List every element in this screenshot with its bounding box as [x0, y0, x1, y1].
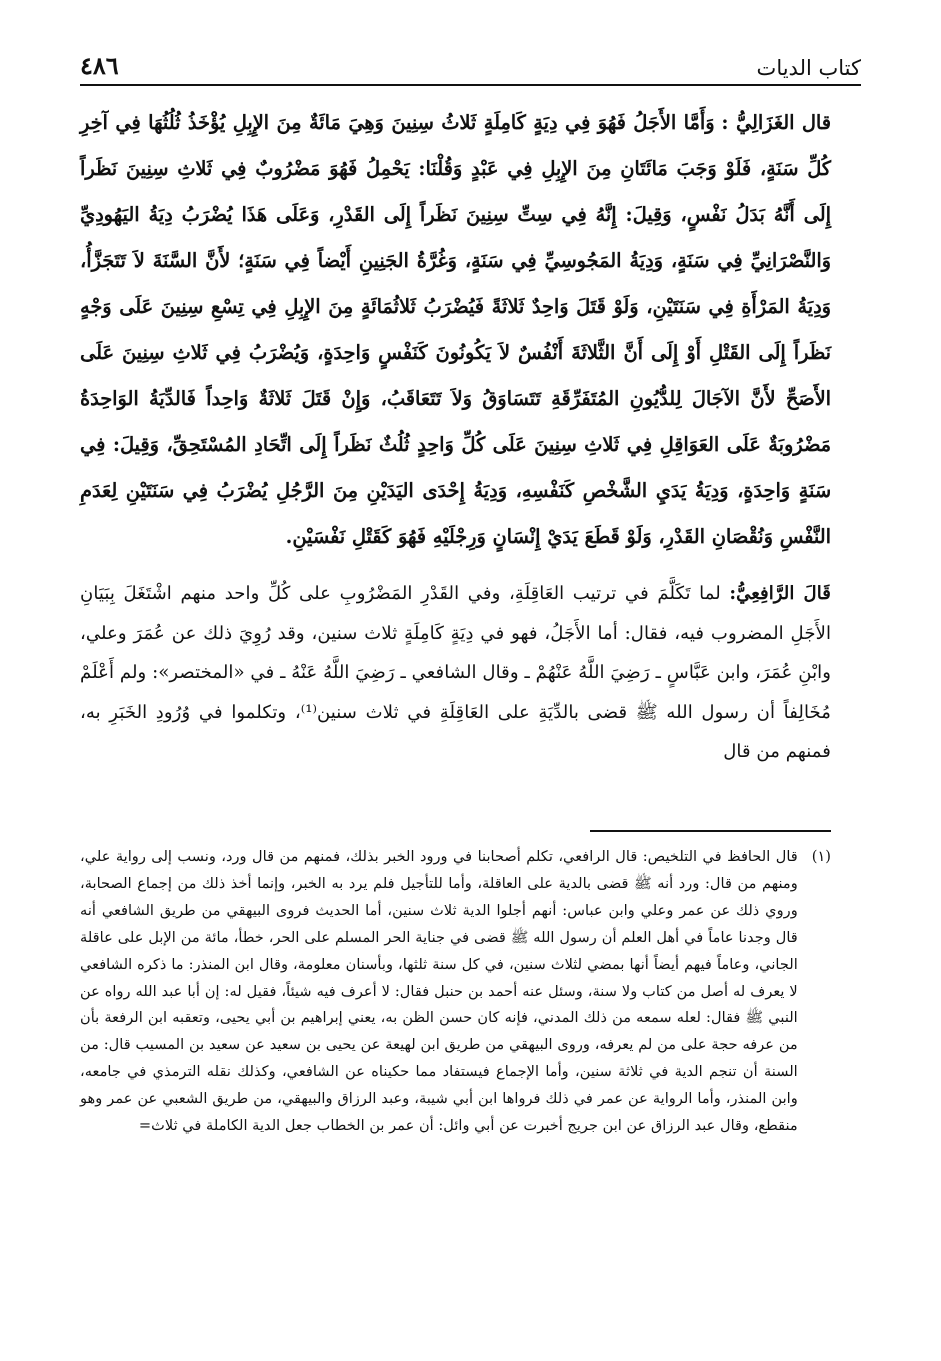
header-divider — [80, 84, 861, 86]
footnote-number: (١) — [811, 848, 831, 865]
page-number: ٤٨٦ — [80, 51, 119, 80]
footnote-divider — [590, 830, 831, 832]
footnote-text: قال الحافظ في التلخيص: قال الرافعي، تكلم أصحابنا في ورود الخبر بذلك، فمنهم من قال ورد، ونسب إلى رواية علي، ومنهم من قال: ورد أنه ﷺ قضى بالدية على العاقلة، وأما للتأجيل فلم يرد به الخبر، وإنما أخذ ذلك من إجماع الصحابة، وروي ذلك عن عمر وعلي وابن عباس: أنهم أجلوا الدية ثلاث سنين، أما الحديث فروى البيهقي من طريق الشافعي أنه قال وجدنا عاماً في أهل العلم أن رسول الله ﷺ قضى في جناية الحر المسلم على الحر، خطأ، مائة من الإبل على عاقلة الجاني، وعاماً فيهم أيضاً أنها بمضي لثلاث سنين، في كل سنة ثلثها، وبأسنان معلومة، وقال ابن المنذر: ما ذكره الشافعي لا يعرف له أصل من كتاب ولا سنة، وسئل عنه أحمد بن حنبل فقال: لا أعرف فيه شيئاً، فقيل له: إن أبا عبد الله رواه عن النبي ﷺ فقال: لعله سمعه من ذلك المدني، فإنه كان حسن الظن به، يعني إبراهيم بن أبي يحيى، وتعقبه ابن الرفعة بأن من عرفه حجة على من لم يعرفه، وروى البيهقي من طريق ابن لهيعة عن يحيى بن سعيد عن سعيد بن المسيب قال: من السنة أن تنجم الدية في ثلاثة سنين، وأما الإجماع فيستفاد مما حكيناه عن الشافعي، وكذلك نقله الترمذي في جامعه، وابن المنذر، وأما الرواية عن عمر في ذلك فرواها ابن أبي شيبة، وعبد الرزاق والبيهقي، من طريق الشعبي عن عمر وهو منقطع، وقال عبد الرزاق عن ابن جريج أخبرت عن أبي وائل: أن عمر بن الخطاب جعل الدية الكاملة في ثلاث= — [80, 848, 798, 1135]
rafii-text: لما تَكَلَّمَ في ترتيب العَاقِلَةِ، وفي القَدْرِ المَضْرُوبِ على كُلِّ واحد منهم اشْتَغَلَ بِبَيَانِ الأَجَلِ المضروب فيه، فقال: أما الأَجَلُ، فهو في دِيَةٍ كَامِلَةٍ ثلاث سنين، وقد رُوِيَ ذلك عن عُمَرَ وعلي، وابْنِ عُمَرَ، وابن عَبَّاسٍ ـ رَضِيَ اللَّهُ عَنْهُمْ ـ وقال الشافعي ـ رَضِيَ اللَّهُ عَنْهُ ـ في «المختصر»: ولم أَعْلَمْ مُخَالِفاً أن رسول الله ﷺ قضى بالدِّيَةِ على العَاقِلَةِ في ثلاث سنين⁽¹⁾، وتكلموا في وُرُودِ الخَبَرِ به، فمنهم من قال — [80, 583, 831, 762]
footnote-item — [80, 844, 831, 1140]
ghazali-speaker: قال الغَزَالِيُّ : — [721, 111, 831, 134]
ghazali-paragraph — [80, 100, 831, 560]
page-header — [80, 40, 861, 80]
rafii-speaker: قَالَ الرَّافِعِيُّ: — [729, 583, 831, 604]
rafii-paragraph — [80, 574, 831, 772]
ghazali-text: وَأَمَّا الأَجَلُ فَهُوَ فِي دِيَةٍ كَامِلَةٍ ثَلاثُ سِنِينَ وَهِيَ مَائَةٌ مِنَ الإِبِلِ يُؤْخَذُ ثُلُثُهَا فِي آخِرِ كُلِّ سَنَةٍ، فَلَوْ وَجَبَ مَائَتَانِ مِنَ الإِبِلِ فِي عَبْدٍ وَقُلْنَا: يَحْمِلُ فَهُوَ مَضْرُوبٌ فِي ثَلاثِ سِنِينَ نَظَراً إِلَى أَنَّهُ بَدَلُ نَفْسٍ، وَقِيلَ: إِنَّهُ فِي سِتِّ سِنِينَ نَظَراً إِلَى القَدْرِ، وَعَلَى هَذَا يُضْرَبُ دِيَةُ اليَهُودِيِّ وَالنَّصْرَانِيِّ فِي سَنَةٍ، وَدِيَةُ المَجُوسِيِّ فِي سَنَةٍ، وَغُرَّةُ الجَنِينِ أَيْضاً فِي سَنَةٍ؛ لأَنَّ السَّنَةَ لاَ تَتَجَزَّأُ، وَدِيَةُ المَرْأَةِ فِي سَنَتَيْنِ، وَلَوْ قَتَلَ وَاحِدٌ ثَلاثَةً فَيُضْرَبُ ثَلاثُمَائَةٍ مِنَ الإِبِلِ فِي تِسْعِ سِنِينَ عَلَى وَجْهٍ نَظَراً إِلَى القَتْلِ أَوْ إِلَى أَنَّ الثَّلاثَةَ أَنْفُسٌ لاَ يَكُونُونَ كَنَفْسٍ وَاحِدَةٍ، وَيُضْرَبُ فِي ثَلاثِ سِنِينَ عَلَى الأَصَحِّ لأَنَّ الآجَالَ لِلدُّيُونِ المُتَفَرِّقَةِ تَتَسَاوَقُ وَلاَ تَتَعَاقَبُ، وَإِنْ قَتَلَ ثَلاثَةٌ وَاحِداً فَالدِّيَةُ الوَاحِدَةُ مَضْرُوبَةٌ عَلَى العَوَاقِلِ فِي ثَلاثِ سِنِينَ عَلَى كُلِّ وَاحِدٍ ثُلُثٌ نَظَراً إِلَى اتِّحَادِ المُسْتَحِقِّ، وَقِيلَ: فِي سَنَةٍ وَاحِدَةٍ، وَدِيَةُ يَدَيِ الشَّخْصِ كَنَفْسِهِ، وَدِيَةُ إِحْدَى اليَدَيْنِ مِنَ الرَّجُلِ يُضْرَبُ فِي سَنَتَيْنِ لِعَدَمِ النَّفْسِ وَنُقْصَانِ القَدْرِ، وَلَوْ قَطَعَ يَدَيْ إِنْسَانٍ وَرِجْلَيْهِ فَهُوَ كَقَتْلِ نَفْسَيْنِ. — [80, 111, 831, 548]
book-title: كتاب الديات — [756, 56, 861, 80]
main-text — [80, 100, 831, 772]
footnotes — [80, 844, 831, 1140]
